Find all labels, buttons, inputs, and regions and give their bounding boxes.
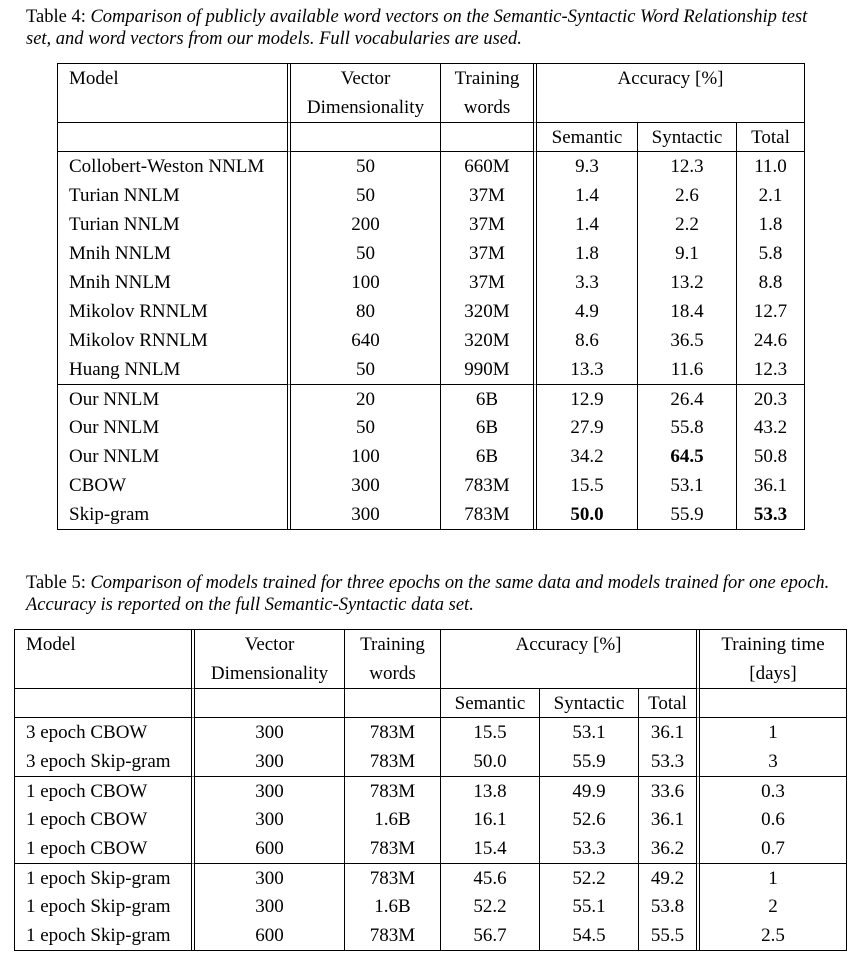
model-cell: 1 epoch Skip-gram: [15, 921, 195, 950]
table4: [57, 63, 805, 530]
dimensionality-cell: 300: [195, 747, 345, 776]
dimensionality-cell: 50: [291, 239, 441, 268]
table-row: [58, 442, 804, 471]
training-words-cell: 37M: [441, 268, 537, 297]
training-time-cell: 0.7: [761, 838, 785, 859]
training-words-cell: 783M: [441, 500, 537, 529]
training-words-cell: 783M: [345, 776, 441, 805]
training-time-cell: 0.3: [700, 776, 846, 805]
syntactic-accuracy-cell: 2.2: [638, 210, 737, 239]
table-row: [15, 718, 846, 747]
model-cell: Skip-gram: [58, 500, 291, 529]
semantic-accuracy-cell: 52.2: [441, 892, 540, 921]
table4-header-vector: [291, 64, 441, 123]
syntactic-accuracy-cell: 36.5: [638, 326, 737, 355]
model-cell: Turian NNLM: [58, 210, 291, 239]
dimensionality-cell: 600: [195, 834, 345, 863]
table5-subheader-blank: [345, 689, 441, 718]
model-cell: 3 epoch Skip-gram: [15, 747, 195, 776]
table4-subheader-blank: [291, 123, 441, 152]
semantic-accuracy-cell: 50.0: [441, 747, 540, 776]
table-row: [58, 500, 804, 529]
table-row: [58, 181, 804, 210]
training-words-cell: 320M: [441, 326, 537, 355]
total-accuracy-cell: 49.2: [639, 863, 700, 892]
total-accuracy-cell: 12.3: [753, 359, 788, 380]
syntactic-accuracy-cell: 53.1: [638, 471, 737, 500]
dimensionality-cell: 100: [291, 268, 441, 297]
table5-header-syntactic: Syntactic: [540, 689, 639, 718]
semantic-accuracy-cell: 8.6: [537, 326, 638, 355]
syntactic-accuracy-cell: 64.5: [638, 442, 737, 471]
syntactic-accuracy-cell: 49.9: [540, 776, 639, 805]
dimensionality-cell: 80: [291, 297, 441, 326]
table-row: [58, 297, 804, 326]
training-words-cell: 783M: [345, 718, 441, 747]
model-cell: 1 epoch CBOW: [15, 834, 195, 863]
table5-header-training-line1: Training: [360, 634, 425, 655]
table4-subheader-blank: [441, 123, 537, 152]
training-words-cell: 6B: [441, 384, 537, 413]
table5-header-training-line2: words: [369, 663, 416, 684]
model-cell: 1 epoch CBOW: [15, 776, 195, 805]
model-cell: 1 epoch Skip-gram: [15, 863, 195, 892]
semantic-accuracy-cell: 1.8: [537, 239, 638, 268]
model-cell: Our NNLM: [58, 413, 291, 442]
semantic-accuracy-cell: 9.3: [537, 152, 638, 181]
table-row: [15, 892, 846, 921]
training-words-cell: 6B: [441, 413, 537, 442]
semantic-accuracy-cell: 15.5: [441, 718, 540, 747]
syntactic-accuracy-cell: 55.9: [540, 747, 639, 776]
semantic-accuracy-cell: 13.8: [441, 776, 540, 805]
table4-header-training: [441, 64, 537, 123]
dimensionality-cell: 600: [195, 921, 345, 950]
dimensionality-cell: 50: [291, 181, 441, 210]
semantic-accuracy-cell: 4.9: [537, 297, 638, 326]
semantic-accuracy-cell: 1.4: [537, 210, 638, 239]
semantic-accuracy-cell: 34.2: [537, 442, 638, 471]
table4-header-semantic: Semantic: [537, 123, 638, 152]
table5-header-semantic: Semantic: [441, 689, 540, 718]
model-cell: CBOW: [58, 471, 291, 500]
model-cell: Collobert-Weston NNLM: [58, 152, 291, 181]
table-row: [15, 834, 846, 863]
syntactic-accuracy-cell: 12.3: [638, 152, 737, 181]
table-row: [58, 384, 804, 413]
syntactic-accuracy-cell: 11.6: [638, 355, 737, 384]
table-row: [58, 210, 804, 239]
table5-subheader-blank: [700, 689, 846, 718]
syntactic-accuracy-cell: 2.6: [638, 181, 737, 210]
dimensionality-cell: 300: [195, 776, 345, 805]
semantic-accuracy-cell: 1.4: [537, 181, 638, 210]
table5-caption-label: Table 5:: [26, 573, 86, 593]
table5-caption-text: Comparison of models trained for three epochs on the same data and models trained for one epoch. Accuracy is reported on the full Semantic-Syntactic data set.: [26, 573, 830, 615]
model-cell: 3 epoch CBOW: [15, 718, 195, 747]
training-words-cell: 1.6B: [345, 892, 441, 921]
training-words-cell: 783M: [345, 921, 441, 950]
training-words-cell: 783M: [345, 747, 441, 776]
table4-header-syntactic: Syntactic: [638, 123, 737, 152]
table-row: [58, 268, 804, 297]
table-row: [15, 776, 846, 805]
model-cell: Our NNLM: [58, 384, 291, 413]
total-accuracy-cell: 5.8: [758, 243, 783, 264]
table5-header-model: Model: [15, 630, 195, 689]
syntactic-accuracy-cell: 9.1: [638, 239, 737, 268]
total-accuracy-cell: 2.1: [758, 185, 783, 206]
table5-subheader-blank: [195, 689, 345, 718]
dimensionality-cell: 640: [291, 326, 441, 355]
model-cell: Turian NNLM: [58, 181, 291, 210]
syntactic-accuracy-cell: 52.6: [540, 805, 639, 834]
table4-caption-label: Table 4:: [26, 7, 86, 27]
syntactic-accuracy-cell: 55.1: [540, 892, 639, 921]
table5: [14, 629, 847, 951]
table-row: [58, 413, 804, 442]
training-time-cell: 3: [768, 751, 778, 772]
table-row: [15, 921, 846, 950]
table-row: [15, 747, 846, 776]
table4-subheader-blank: [58, 123, 291, 152]
table5-header-vector: [195, 630, 345, 689]
table-row: [15, 805, 846, 834]
training-words-cell: 990M: [441, 355, 537, 384]
total-accuracy-cell: 36.1: [639, 718, 700, 747]
table4-caption: [26, 6, 836, 50]
dimensionality-cell: 50: [291, 355, 441, 384]
total-accuracy-cell: 33.6: [639, 776, 700, 805]
syntactic-accuracy-cell: 13.2: [638, 268, 737, 297]
model-cell: Mikolov RNNLM: [58, 297, 291, 326]
semantic-accuracy-cell: 45.6: [441, 863, 540, 892]
semantic-accuracy-cell: 15.4: [441, 834, 540, 863]
table5-header-vector-line1: Vector: [244, 634, 295, 655]
model-cell: 1 epoch CBOW: [15, 805, 195, 834]
training-time-cell: 1: [700, 863, 846, 892]
training-words-cell: 1.6B: [345, 805, 441, 834]
table-row: [58, 471, 804, 500]
training-words-cell: 320M: [441, 297, 537, 326]
model-cell: Mikolov RNNLM: [58, 326, 291, 355]
dimensionality-cell: 300: [291, 500, 441, 529]
table4-header-vector-line1: Vector: [340, 68, 391, 89]
syntactic-accuracy-cell: 18.4: [638, 297, 737, 326]
training-words-cell: 783M: [345, 834, 441, 863]
training-words-cell: 6B: [441, 442, 537, 471]
total-accuracy-cell: 36.1: [753, 475, 788, 496]
dimensionality-cell: 300: [195, 805, 345, 834]
table5-subheader-blank: [15, 689, 195, 718]
total-accuracy-cell: 53.3: [753, 504, 788, 525]
table4-header-model: Model: [58, 64, 291, 123]
model-cell: Mnih NNLM: [58, 268, 291, 297]
total-accuracy-cell: 50.8: [753, 446, 788, 467]
dimensionality-cell: 300: [195, 892, 345, 921]
table5-header-total: Total: [639, 689, 700, 718]
table5-header-time-line2: [days]: [749, 663, 797, 684]
table4-header-vector-line2: Dimensionality: [306, 97, 425, 118]
dimensionality-cell: 300: [195, 863, 345, 892]
total-accuracy-cell: 1.8: [758, 214, 783, 235]
table4-header-total: Total: [737, 123, 804, 152]
table4-caption-text: Comparison of publicly available word vectors on the Semantic-Syntactic Word Relationship test set, and word vectors from our models. Full vocabularies are used.: [26, 7, 808, 49]
training-time-cell: 1: [768, 722, 778, 743]
total-accuracy-cell: 36.1: [639, 805, 700, 834]
dimensionality-cell: 300: [195, 718, 345, 747]
semantic-accuracy-cell: 3.3: [537, 268, 638, 297]
total-accuracy-cell: 53.3: [639, 747, 700, 776]
table-row: [15, 863, 846, 892]
table-row: [58, 326, 804, 355]
dimensionality-cell: 50: [291, 152, 441, 181]
syntactic-accuracy-cell: 52.2: [540, 863, 639, 892]
semantic-accuracy-cell: 16.1: [441, 805, 540, 834]
dimensionality-cell: 300: [291, 471, 441, 500]
training-words-cell: 37M: [441, 239, 537, 268]
total-accuracy-cell: 20.3: [737, 384, 804, 413]
training-words-cell: 37M: [441, 181, 537, 210]
training-words-cell: 783M: [441, 471, 537, 500]
syntactic-accuracy-cell: 55.8: [638, 413, 737, 442]
total-accuracy-cell: 36.2: [639, 834, 700, 863]
dimensionality-cell: 20: [291, 384, 441, 413]
table4-header-training-line2: words: [463, 97, 511, 118]
table5-caption: [26, 572, 836, 616]
semantic-accuracy-cell: 12.9: [537, 384, 638, 413]
table5-header-time-line1: Training time: [721, 634, 825, 655]
syntactic-accuracy-cell: 54.5: [540, 921, 639, 950]
semantic-accuracy-cell: 27.9: [537, 413, 638, 442]
table4-header-training-line1: Training: [454, 68, 520, 89]
dimensionality-cell: 200: [291, 210, 441, 239]
dimensionality-cell: 50: [291, 413, 441, 442]
syntactic-accuracy-cell: 53.1: [540, 718, 639, 747]
total-accuracy-cell: 24.6: [753, 330, 788, 351]
total-accuracy-cell: 43.2: [753, 417, 788, 438]
semantic-accuracy-cell: 13.3: [537, 355, 638, 384]
semantic-accuracy-cell: 15.5: [537, 471, 638, 500]
table-row: [58, 239, 804, 268]
training-words-cell: 660M: [441, 152, 537, 181]
model-cell: Huang NNLM: [58, 355, 291, 384]
total-accuracy-cell: 11.0: [754, 156, 787, 177]
model-cell: Mnih NNLM: [58, 239, 291, 268]
table5-header-accuracy: Accuracy [%]: [441, 630, 700, 689]
table-row: [58, 355, 804, 384]
table5-header-time: [700, 630, 846, 689]
training-time-cell: 2: [768, 896, 778, 917]
syntactic-accuracy-cell: 53.3: [540, 834, 639, 863]
semantic-accuracy-cell: 50.0: [537, 500, 638, 529]
table4-header-accuracy: Accuracy [%]: [537, 64, 804, 123]
total-accuracy-cell: 53.8: [639, 892, 700, 921]
total-accuracy-cell: 8.8: [758, 272, 783, 293]
total-accuracy-cell: 55.5: [639, 921, 700, 950]
total-accuracy-cell: 12.7: [753, 301, 788, 322]
dimensionality-cell: 100: [291, 442, 441, 471]
table5-header-vector-line2: Dimensionality: [210, 663, 329, 684]
semantic-accuracy-cell: 56.7: [441, 921, 540, 950]
table5-header-training: [345, 630, 441, 689]
syntactic-accuracy-cell: 26.4: [638, 384, 737, 413]
model-cell: 1 epoch Skip-gram: [15, 892, 195, 921]
training-words-cell: 783M: [345, 863, 441, 892]
training-words-cell: 37M: [441, 210, 537, 239]
model-cell: Our NNLM: [58, 442, 291, 471]
table-row: [58, 152, 804, 181]
training-time-cell: 0.6: [761, 809, 785, 830]
training-time-cell: 2.5: [761, 925, 785, 946]
syntactic-accuracy-cell: 55.9: [638, 500, 737, 529]
